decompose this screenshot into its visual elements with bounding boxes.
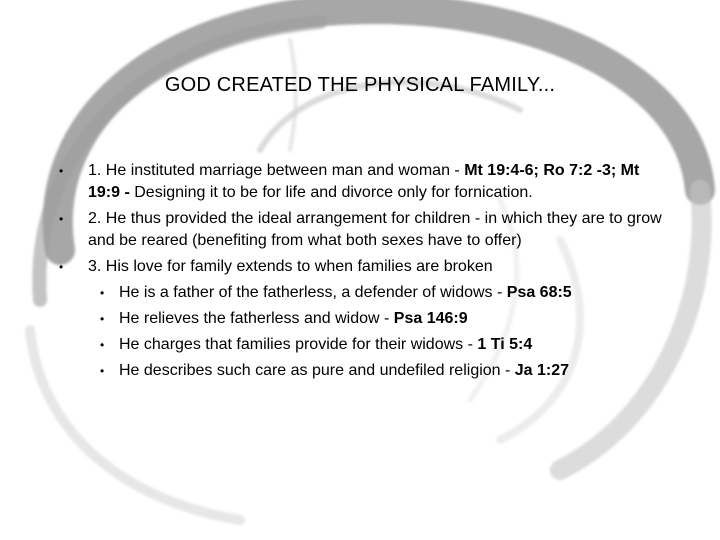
bullet-marker: • — [59, 260, 64, 274]
bullet-list — [55, 160, 675, 386]
sub-bullet-item — [55, 282, 675, 304]
sub-bullet-text: He describes such care as pure and undefiled religion - — [119, 362, 515, 379]
bullet-marker: • — [59, 164, 64, 178]
sub-bullet-item — [55, 360, 675, 382]
sub-bullet-item — [55, 334, 675, 356]
scripture-reference: Ja 1:27 — [514, 362, 570, 379]
bullet-text-continued: Designing it to be for life and divorce only for fornication. — [129, 184, 533, 201]
slide-title: GOD CREATED THE PHYSICAL FAMILY... — [164, 74, 556, 96]
sub-bullet-marker: • — [100, 364, 105, 378]
scripture-reference: 1 Ti 5:4 — [477, 336, 533, 353]
sub-bullet-marker: • — [100, 338, 105, 352]
bullet-text: 2. He thus provided the ideal arrangement for children - in which they are to grow and be reared (benefiting from what both sexes have to offer) — [88, 210, 662, 249]
sub-bullet-item — [55, 308, 675, 330]
sub-bullet-text: He charges that families provide for their widows - — [119, 336, 478, 353]
scripture-reference: Psa 146:9 — [393, 310, 468, 327]
scripture-reference: Psa 68:5 — [506, 284, 572, 301]
bullet-item — [55, 160, 675, 204]
bullet-item — [55, 256, 675, 278]
sub-bullet-text: He is a father of the fatherless, a defender of widows - — [119, 284, 507, 301]
bullet-item — [55, 208, 675, 252]
bullet-marker: • — [59, 212, 64, 226]
sub-bullet-marker: • — [100, 312, 105, 326]
sub-bullet-marker: • — [100, 286, 105, 300]
bullet-text: 1. He instituted marriage between man and woman - — [88, 162, 465, 179]
sub-bullet-text: He relieves the fatherless and widow - — [119, 310, 394, 327]
scripture-reference: Mt 19:4-6; Ro 7:2 -3; Mt 19:9 - — [88, 162, 640, 201]
bullet-text: 3. His love for family extends to when families are broken — [88, 258, 493, 275]
